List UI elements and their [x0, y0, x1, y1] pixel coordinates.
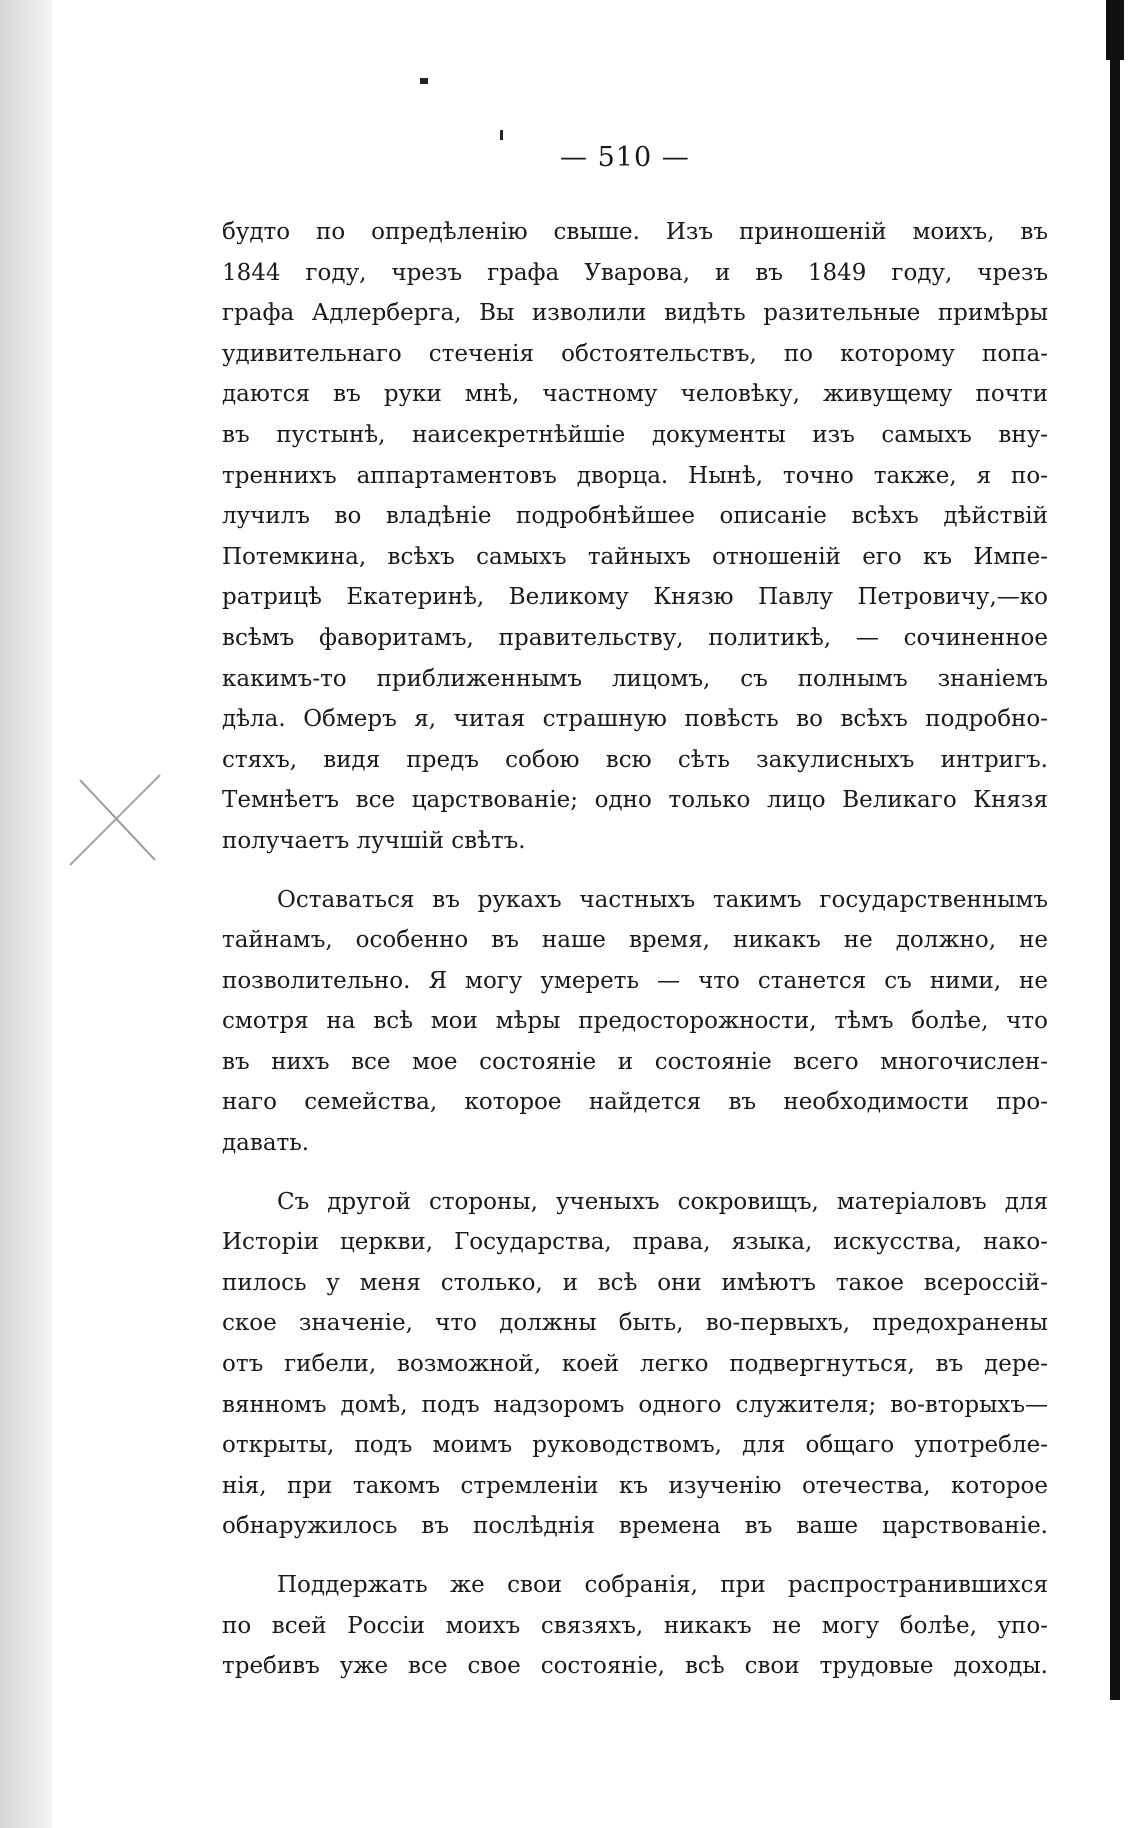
text-line: 1844 году, чрезъ графа Уварова, и въ 1849 году, чрезъ — [222, 259, 1048, 286]
text-line: треннихъ аппартаментовъ дворца. Нынѣ, точно также, я по- — [222, 462, 1048, 489]
page-number: — 510 — — [560, 142, 690, 173]
text-line: тайнамъ, особенно въ наше время, никакъ не должно, не — [222, 927, 1048, 954]
text-line: Исторіи церкви, Государства, права, языка, искусства, нако- — [222, 1229, 1048, 1256]
scan-gutter-shadow — [0, 0, 52, 1828]
text-line: Темнѣетъ все царствованіе; одно только лицо Великаго Князя — [222, 787, 1048, 814]
scan-speck — [500, 130, 503, 140]
page-body-text — [222, 212, 1048, 1705]
scan-speck — [420, 78, 428, 84]
paragraph-2 — [222, 880, 1048, 1164]
text-line: всѣмъ фаворитамъ, правительству, политикѣ, — сочиненное — [222, 624, 1048, 651]
text-line: вянномъ домѣ, подъ надзоромъ одного служителя; во-вторыхъ— — [222, 1391, 1048, 1418]
text-line: какимъ-то приближеннымъ лицомъ, съ полнымъ знаніемъ — [222, 665, 1048, 692]
text-line: ское значеніе, что должны быть, во-первыхъ, предохранены — [222, 1310, 1048, 1337]
scan-edge-right — [1110, 0, 1120, 1700]
text-line: получаетъ лучшій свѣтъ. — [222, 827, 526, 854]
text-line: Потемкина, всѣхъ самыхъ тайныхъ отношеній его къ Импе- — [222, 543, 1048, 570]
text-line: отъ гибели, возможной, коей легко подвергнуться, въ дере- — [222, 1351, 1048, 1378]
text-line: Оставаться въ рукахъ частныхъ такимъ государственнымъ — [277, 886, 1048, 913]
pencil-cross-mark — [60, 770, 180, 870]
text-line: давать. — [222, 1130, 310, 1157]
text-line: дѣла. Обмеръ я, читая страшную повѣсть во всѣхъ подробно- — [222, 706, 1048, 733]
text-line: Поддержать же свои собранія, при распространившихся — [277, 1572, 1048, 1598]
text-line: стяхъ, видя предъ собою всю сѣть закулисныхъ интригъ. — [222, 746, 1048, 773]
text-line: графа Адлерберга, Вы изволили видѣть разительные примѣры — [222, 300, 1048, 327]
text-line: наго семейства, которое найдется въ необходимости про- — [222, 1089, 1048, 1116]
paragraph-1 — [222, 212, 1048, 862]
text-line: пилось у меня столько, и всѣ они имѣютъ такое всероссій- — [222, 1269, 1048, 1296]
paragraph-4 — [222, 1565, 1048, 1687]
text-line: лучилъ во владѣніе подробнѣйшее описаніе всѣхъ дѣйствій — [222, 503, 1048, 530]
text-line: будто по опредѣленію свыше. Изъ приношеній моихъ, въ — [222, 219, 1048, 245]
text-line: ратрицѣ Екатеринѣ, Великому Князю Павлу Петровичу,—ко — [222, 584, 1048, 611]
paragraph-3 — [222, 1182, 1048, 1547]
text-line: позволительно. Я могу умереть — что станется съ ними, не — [222, 967, 1048, 994]
text-line: обнаружилось въ послѣднія времена въ ваше царствованіе. — [222, 1513, 1048, 1540]
text-line: нія, при такомъ стремленіи къ изученію отечества, которое — [222, 1472, 1048, 1499]
text-line: смотря на всѣ мои мѣры предосторожности, тѣмъ болѣе, что — [222, 1008, 1048, 1035]
text-line: по всей Россіи моихъ связяхъ, никакъ не могу болѣе, упо- — [222, 1612, 1048, 1639]
text-line: удивительнаго стеченія обстоятельствъ, по которому попа- — [222, 340, 1048, 367]
text-line: въ нихъ все мое состояніе и состояніе всего многочислен- — [222, 1048, 1048, 1075]
text-line: требивъ уже все свое состояніе, всѣ свои трудовые доходы. — [222, 1653, 1048, 1680]
text-line: открыты, подъ моимъ руководствомъ, для общаго употребле- — [222, 1432, 1048, 1459]
text-line: Съ другой стороны, ученыхъ сокровищъ, матеріаловъ для — [277, 1188, 1048, 1215]
text-line: даются въ руки мнѣ, частному человѣку, живущему почти — [222, 381, 1048, 408]
text-line: въ пустынѣ, наисекретнѣйшіе документы изъ самыхъ вну- — [222, 421, 1048, 448]
